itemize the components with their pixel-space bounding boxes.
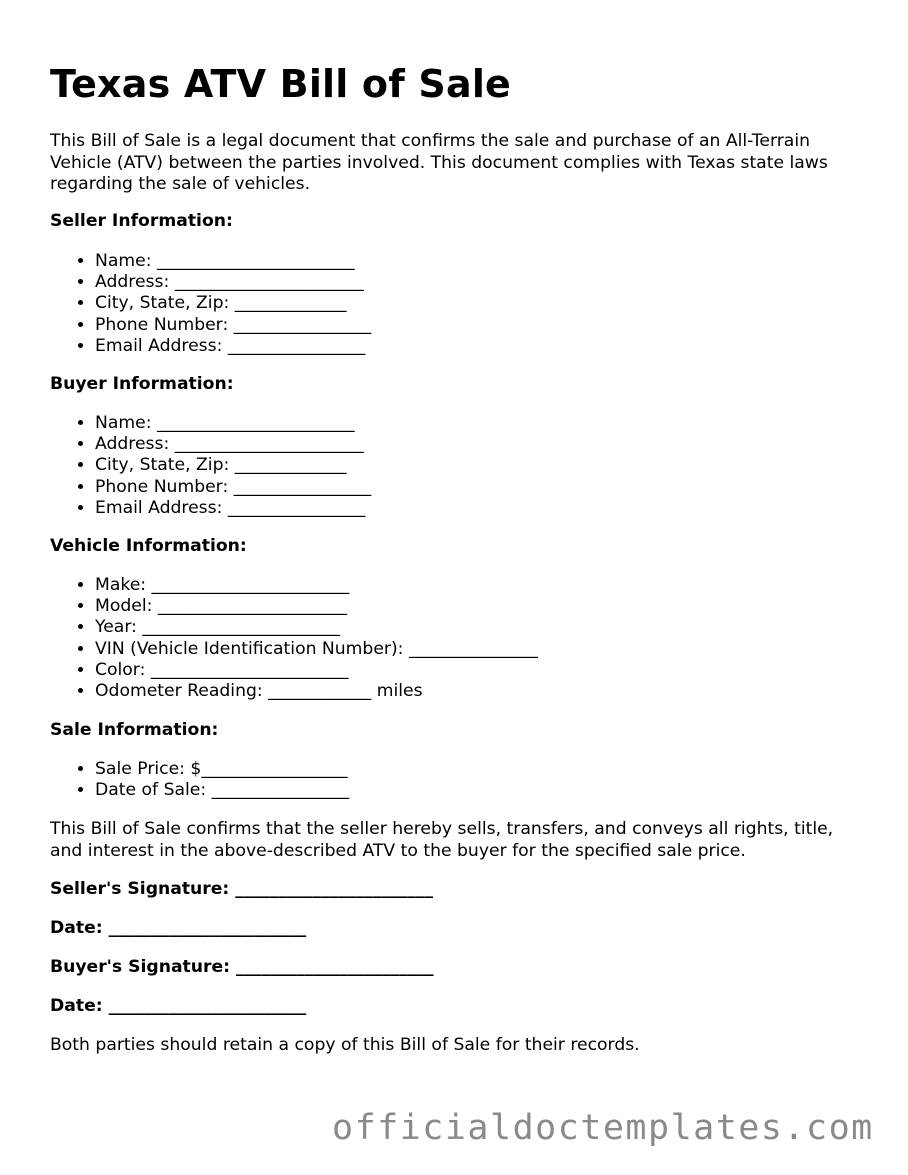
sale-information-list xyxy=(50,759,349,801)
buyer-date-line: Date: _______________________ xyxy=(50,996,307,1016)
buyer-phone-field: • Phone Number: ________________ xyxy=(95,477,371,498)
buyer-signature-line: Buyer's Signature: _______________________ xyxy=(50,957,434,977)
vehicle-information-list xyxy=(50,575,538,702)
vehicle-year-field: • Year: _______________________ xyxy=(95,617,538,638)
seller-city-state-zip-field: • City, State, Zip: _____________ xyxy=(95,293,371,314)
seller-phone-field: • Phone Number: ________________ xyxy=(95,315,371,336)
vehicle-color-field: • Color: _______________________ xyxy=(95,660,538,681)
closing-statement: Both parties should retain a copy of this Bill of Sale for their records. xyxy=(50,1035,640,1055)
buyer-information-list xyxy=(50,413,371,519)
intro-paragraph: This Bill of Sale is a legal document that confirms the sale and purchase of an All-Terrain Vehicle (ATV) between the parties involved. This document complies with Texas state laws regarding the sale of vehicles. xyxy=(50,131,828,194)
seller-information-list xyxy=(50,251,371,357)
sale-price-field: • Sale Price: $_________________ xyxy=(95,759,349,780)
buyer-name-field: • Name: _______________________ xyxy=(95,413,371,434)
buyer-city-state-zip-field: • City, State, Zip: _____________ xyxy=(95,455,371,476)
seller-signature-line: Seller's Signature: _______________________ xyxy=(50,879,433,899)
vehicle-information-heading: Vehicle Information: xyxy=(50,536,247,556)
seller-date-line: Date: _______________________ xyxy=(50,918,307,938)
vehicle-make-field: • Make: _______________________ xyxy=(95,575,538,596)
watermark-text: officialdoctemplates.com xyxy=(332,1108,874,1148)
vehicle-odometer-field: • Odometer Reading: ____________ miles xyxy=(95,681,538,702)
transfer-statement: This Bill of Sale confirms that the seller hereby sells, transfers, and conveys all rights, title, and interest in the above-described ATV to the buyer for the specified sale price. xyxy=(50,819,834,861)
seller-name-field: • Name: _______________________ xyxy=(95,251,371,272)
document-title: Texas ATV Bill of Sale xyxy=(50,62,512,106)
buyer-email-field: • Email Address: ________________ xyxy=(95,498,371,519)
buyer-address-field: • Address: ______________________ xyxy=(95,434,371,455)
vehicle-vin-field: • VIN (Vehicle Identification Number): _______________ xyxy=(95,639,538,660)
sale-information-heading: Sale Information: xyxy=(50,720,219,740)
seller-information-heading: Seller Information: xyxy=(50,211,233,231)
sale-date-field: • Date of Sale: ________________ xyxy=(95,780,349,801)
vehicle-model-field: • Model: ______________________ xyxy=(95,596,538,617)
seller-email-field: • Email Address: ________________ xyxy=(95,336,371,357)
seller-address-field: • Address: ______________________ xyxy=(95,272,371,293)
buyer-information-heading: Buyer Information: xyxy=(50,374,234,394)
